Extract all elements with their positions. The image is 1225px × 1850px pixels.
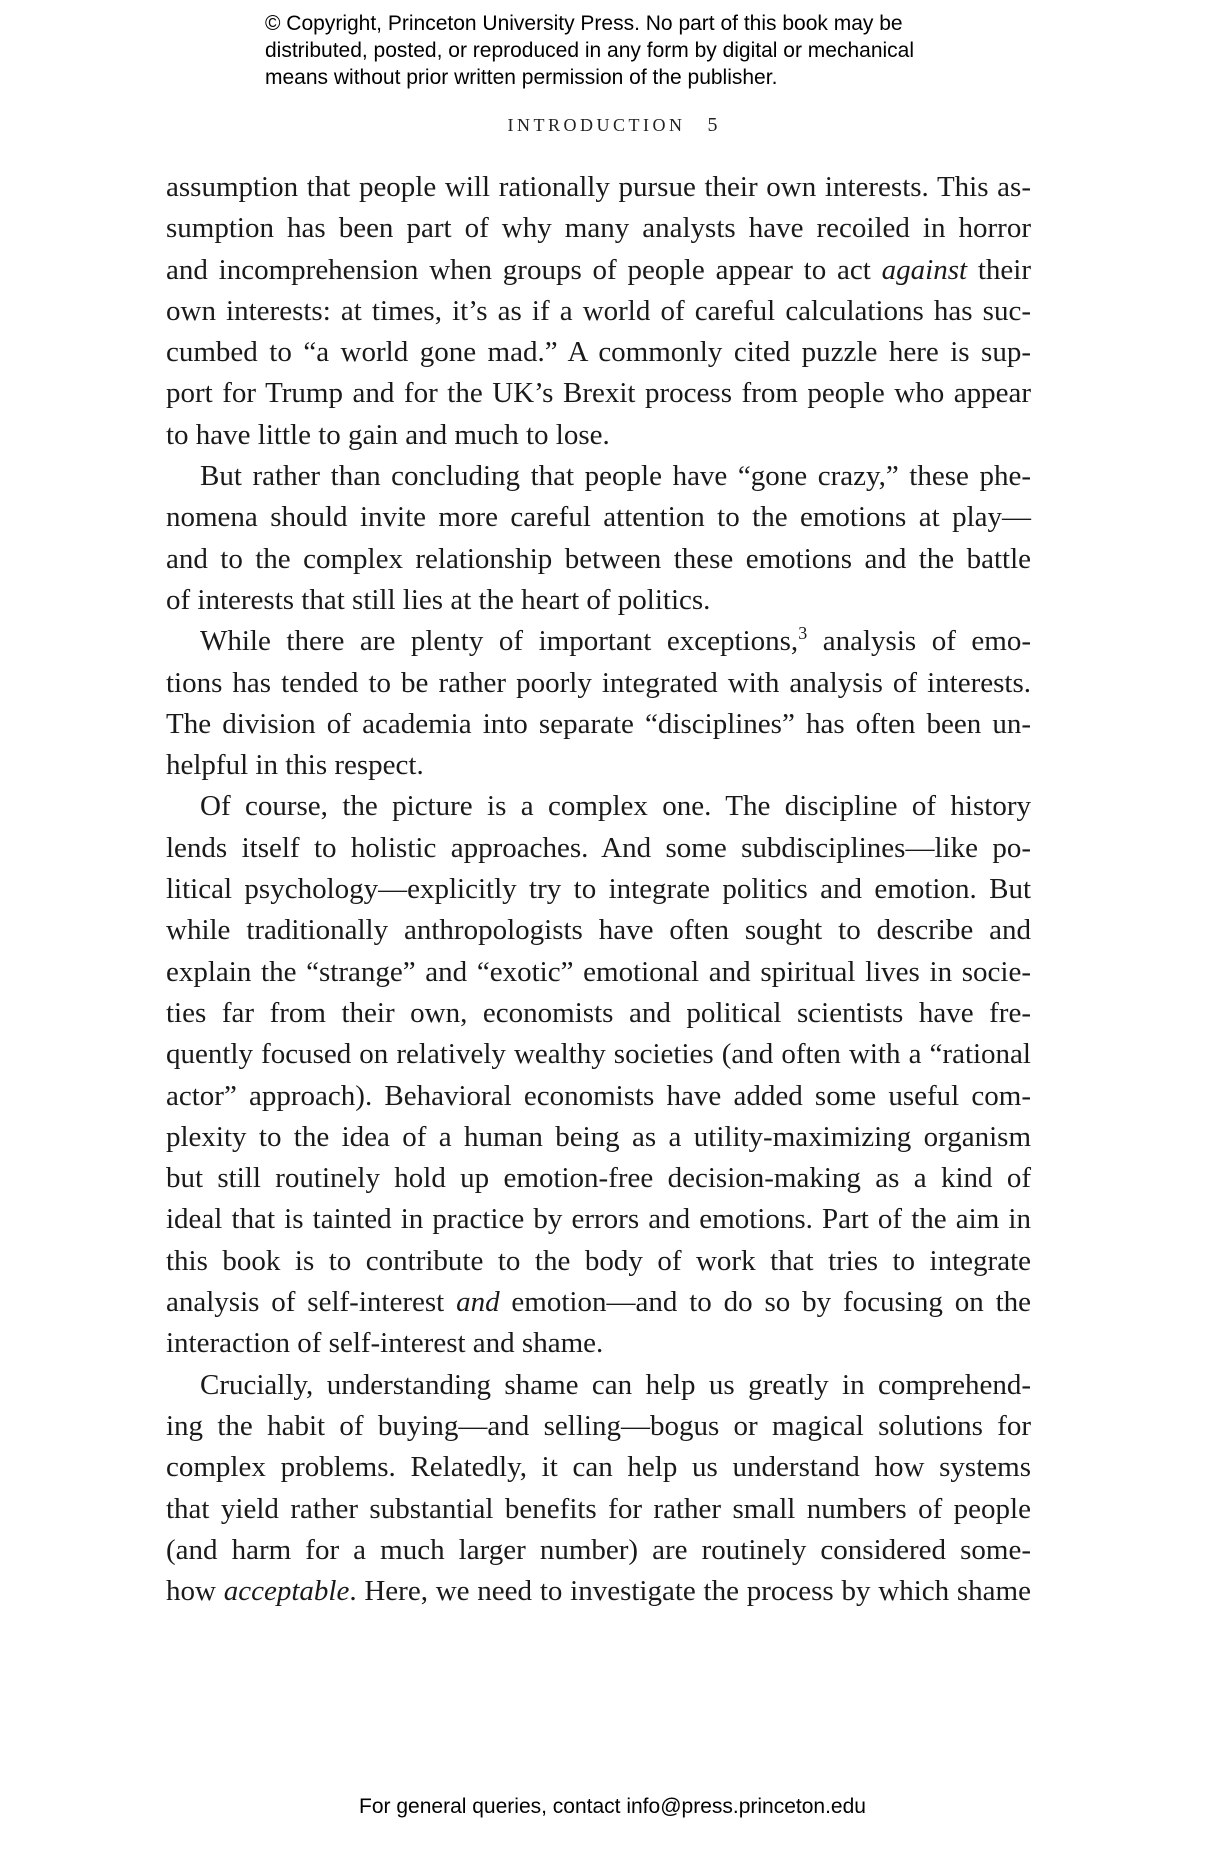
text-segment: their (967, 253, 1031, 286)
text-line: litical psychology—explicitly try to integrate politics and emotion. But (166, 873, 1031, 906)
italic-emphasis: and (456, 1286, 500, 1319)
text-line: The division of academia into separate “disciplines” has often been un- (166, 707, 1031, 740)
text-line (166, 1282, 1031, 1323)
copyright-notice-line: distributed, posted, or reproduced in any form by digital or mechanical (265, 39, 915, 62)
text-line: assumption that people will rationally pursue their own interests. This as- (166, 171, 1031, 203)
text-line: but still routinely hold up emotion-free decision-making as a kind of (166, 1162, 1031, 1195)
copyright-notice-line: © Copyright, Princeton University Press. No part of this book may be (265, 12, 903, 35)
text-line: cumbed to “a world gone mad.” A commonly cited puzzle here is sup- (166, 336, 1031, 369)
text-line: explain the “strange” and “exotic” emotional and spiritual lives in socie- (166, 955, 1031, 988)
text-line: complex problems. Relatedly, it can help us understand how systems (166, 1451, 1031, 1484)
text-line: Crucially, understanding shame can help us greatly in comprehend- (200, 1368, 1031, 1401)
text-line: while traditionally anthropologists have often sought to describe and (166, 914, 1031, 947)
text-line: But rather than concluding that people have “gone crazy,” these phe- (200, 460, 1031, 493)
text-line: ties far from their own, economists and political scientists have fre- (166, 996, 1031, 1029)
copyright-notice-line: means without prior written permission of the publisher. (265, 66, 778, 89)
text-line: plexity to the idea of a human being as a utility-maximizing organism (166, 1120, 1031, 1153)
text-segment: . Here, we need to investigate the process by which shame (349, 1575, 1031, 1608)
body-text (166, 167, 1031, 1612)
text-line (166, 1571, 1031, 1612)
text-line (166, 621, 1031, 662)
text-line: ideal that is tainted in practice by errors and emotions. Part of the aim in (166, 1203, 1031, 1236)
text-line: nomena should invite more careful attention to the emotions at play— (166, 501, 1031, 534)
text-line: ing the habit of buying—and selling—bogus or magical solutions for (166, 1409, 1031, 1442)
text-line: sumption has been part of why many analysts have recoiled in horror (166, 212, 1031, 245)
text-line: tions has tended to be rather poorly integrated with analysis of interests. (166, 666, 1031, 699)
text-line: that yield rather substantial benefits for rather small numbers of people (166, 1492, 1031, 1525)
text-line: (and harm for a much larger number) are routinely considered some- (166, 1533, 1031, 1566)
italic-emphasis: acceptable (223, 1575, 350, 1608)
text-segment: analysis of emo- (807, 625, 1032, 658)
text-line: to have little to gain and much to lose. (166, 418, 610, 451)
copyright-notice (265, 10, 1025, 91)
text-line: of interests that still lies at the heart of politics. (166, 583, 711, 616)
text-segment: emotion—and to do so by focusing on the (499, 1286, 1031, 1319)
text-segment: analysis of self-interest (166, 1286, 457, 1319)
text-line: and to the complex relationship between these emotions and the battle (166, 542, 1031, 575)
footnote-reference[interactable]: 3 (798, 623, 808, 644)
text-segment: and incomprehension when groups of people appear to act (166, 253, 882, 286)
text-line: helpful in this respect. (166, 749, 424, 782)
text-line: lends itself to holistic approaches. And some subdisciplines—like po- (166, 831, 1031, 864)
text-segment: While there are plenty of important exceptions, (200, 625, 799, 658)
text-line: this book is to contribute to the body of work that tries to integrate (166, 1244, 1031, 1277)
text-line: actor” approach). Behavioral economists have added some useful com- (166, 1079, 1031, 1112)
running-head-title: INTRODUCTION (507, 115, 686, 135)
text-line: own interests: at times, it’s as if a world of careful calculations has suc- (166, 294, 1031, 327)
italic-emphasis: against (881, 253, 968, 286)
text-line: quently focused on relatively wealthy societies (and often with a “rational (166, 1038, 1031, 1071)
footer-contact: For general queries, contact info@press.princeton.edu (359, 1795, 866, 1818)
page-number: 5 (707, 114, 718, 136)
text-line: interaction of self-interest and shame. (166, 1327, 604, 1360)
text-line (166, 250, 1031, 291)
text-line: port for Trump and for the UK’s Brexit process from people who appear (166, 377, 1031, 410)
text-line: Of course, the picture is a complex one. The discipline of history (200, 790, 1031, 823)
text-segment: how (166, 1575, 224, 1608)
running-head (0, 114, 1225, 137)
